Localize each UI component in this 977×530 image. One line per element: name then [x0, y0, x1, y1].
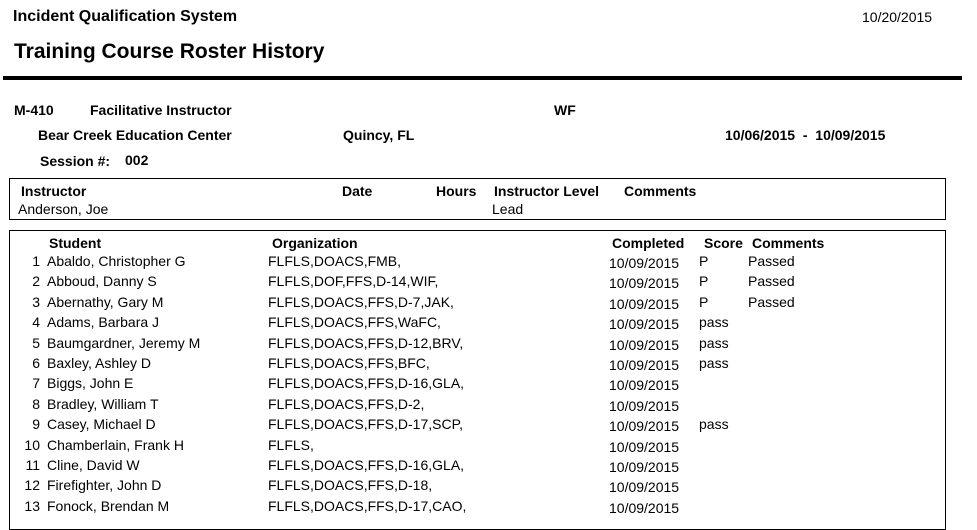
completed-header: Completed: [612, 235, 685, 251]
student-name: Bradley, William T: [47, 396, 159, 412]
student-organization: FLFLS,DOACS,FFS,WaFC,: [268, 314, 441, 330]
table-row: [0, 437, 977, 457]
student-name: Cline, David W: [47, 457, 140, 473]
student-score: P: [699, 253, 709, 269]
comments-header: Comments: [752, 235, 825, 251]
table-row: [0, 416, 977, 436]
instructor-comments-header: Comments: [624, 183, 697, 199]
student-organization: FLFLS,DOACS,FMB,: [268, 253, 402, 269]
student-name: Baumgardner, Jeremy M: [47, 335, 201, 351]
row-number: 7: [32, 375, 40, 391]
completed-date: 10/09/2015: [609, 337, 680, 353]
course-city: Quincy, FL: [343, 127, 415, 143]
row-number: 12: [24, 477, 40, 493]
completed-date: 10/09/2015: [609, 377, 680, 393]
completed-date: 10/09/2015: [609, 296, 680, 312]
completed-date: 10/09/2015: [609, 459, 680, 475]
completed-date: 10/09/2015: [609, 357, 680, 373]
student-score: pass: [699, 355, 729, 371]
student-name: Adams, Barbara J: [47, 314, 160, 330]
table-row: [0, 294, 977, 314]
student-header: Student: [49, 235, 102, 251]
student-comments: Passed: [748, 273, 795, 289]
header-divider: [3, 76, 962, 80]
student-organization: FLFLS,DOACS,FFS,D-17,SCP,: [268, 416, 464, 432]
course-date-range: 10/06/2015 - 10/09/2015: [725, 127, 886, 143]
student-score: P: [699, 273, 709, 289]
row-number: 6: [32, 355, 40, 371]
student-name: Abboud, Danny S: [47, 273, 157, 289]
completed-date: 10/09/2015: [609, 500, 680, 516]
date-header: Date: [342, 183, 373, 199]
instructor-table: [9, 178, 946, 220]
student-name: Fonock, Brendan M: [47, 498, 170, 514]
course-code: M-410: [14, 102, 54, 118]
student-organization: FLFLS,DOACS,FFS,D-18,: [268, 477, 433, 493]
hours-header: Hours: [436, 183, 477, 199]
table-row: [0, 273, 977, 293]
completed-date: 10/09/2015: [609, 439, 680, 455]
student-score: pass: [699, 335, 729, 351]
student-organization: FLFLS,DOF,FFS,D-14,WIF,: [268, 273, 439, 289]
row-number: 1: [32, 253, 40, 269]
course-type: WF: [554, 102, 576, 118]
student-score: P: [699, 294, 709, 310]
student-name: Casey, Michael D: [47, 416, 156, 432]
course-location: Bear Creek Education Center: [38, 127, 232, 143]
student-organization: FLFLS,DOACS,FFS,D-16,GLA,: [268, 457, 465, 473]
student-organization: FLFLS,DOACS,FFS,D-17,CAO,: [268, 498, 467, 514]
row-number: 3: [32, 294, 40, 310]
student-name: Baxley, Ashley D: [47, 355, 152, 371]
student-organization: FLFLS,DOACS,FFS,D-2,: [268, 396, 425, 412]
row-number: 11: [25, 457, 40, 473]
student-comments: Passed: [748, 253, 795, 269]
system-name: Incident Qualification System: [13, 8, 238, 25]
student-organization: FLFLS,DOACS,FFS,BFC,: [268, 355, 430, 371]
table-row: [0, 498, 977, 518]
student-name: Firefighter, John D: [47, 477, 162, 493]
completed-date: 10/09/2015: [609, 479, 680, 495]
completed-date: 10/09/2015: [609, 275, 680, 291]
instructor-level: Lead: [492, 201, 524, 217]
table-row: [0, 457, 977, 477]
table-row: [0, 314, 977, 334]
row-number: 8: [32, 396, 40, 412]
student-organization: FLFLS,DOACS,FFS,D-12,BRV,: [268, 335, 464, 351]
table-row: [0, 355, 977, 375]
page-title: Training Course Roster History: [14, 40, 325, 63]
table-row: [0, 335, 977, 355]
student-name: Biggs, John E: [47, 375, 134, 391]
student-name: Chamberlain, Frank H: [47, 437, 184, 453]
row-number: 10: [24, 437, 40, 453]
table-row: [0, 253, 977, 273]
completed-date: 10/09/2015: [609, 316, 680, 332]
student-name: Abaldo, Christopher G: [47, 253, 186, 269]
session-label: Session #:: [40, 153, 111, 169]
course-name: Facilitative Instructor: [90, 102, 232, 118]
student-organization: FLFLS,: [268, 437, 314, 453]
row-number: 9: [32, 416, 40, 432]
instructor-header: Instructor: [21, 183, 87, 199]
score-header: Score: [704, 235, 743, 251]
table-row: [0, 477, 977, 497]
organization-header: Organization: [272, 235, 358, 251]
row-number: 5: [32, 335, 40, 351]
student-score: pass: [699, 416, 729, 432]
row-number: 13: [24, 498, 40, 514]
student-organization: FLFLS,DOACS,FFS,D-16,GLA,: [268, 375, 465, 391]
student-name: Abernathy, Gary M: [47, 294, 164, 310]
session-number: 002: [125, 152, 149, 168]
completed-date: 10/09/2015: [609, 418, 680, 434]
instructor-level-header: Instructor Level: [494, 183, 600, 199]
student-organization: FLFLS,DOACS,FFS,D-7,JAK,: [268, 294, 454, 310]
report-date: 10/20/2015: [862, 9, 933, 25]
row-number: 4: [32, 314, 40, 330]
completed-date: 10/09/2015: [609, 398, 680, 414]
table-row: [0, 375, 977, 395]
completed-date: 10/09/2015: [609, 255, 680, 271]
row-number: 2: [32, 273, 40, 289]
student-score: pass: [699, 314, 729, 330]
instructor-name: Anderson, Joe: [18, 201, 109, 217]
student-comments: Passed: [748, 294, 795, 310]
table-row: [0, 396, 977, 416]
